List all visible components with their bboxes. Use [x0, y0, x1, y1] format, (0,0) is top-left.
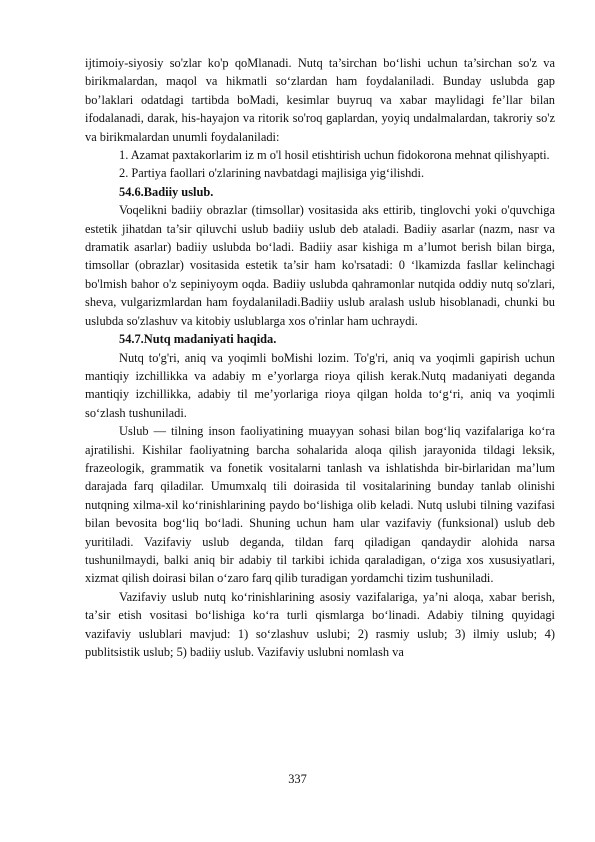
paragraph-vazifaviy-uslub: Vazifaviy uslub nutq ko‘rinishlarining asosiy vazifalariga, yaʼni aloqa, xabar berish, taʼsir etish vositasi bo‘lishiga ko‘ra turli qismlarga bo‘linadi. Adabiy tilning quyidagi vazifaviy uslublari mavjud: 1) so‘zlashuv uslubi; 2) rasmiy uslub; 3) ilmiy uslub; 4) publitsistik uslub; 5) badiiy uslub. Vazifaviy uslubni nomlash va — [85, 589, 555, 659]
section-heading-nutq-madaniyati: 54.7.Nutq madaniyati haqida. — [119, 332, 277, 347]
example-sentence-1: 1. Azamat paxtakorlarim iz m o'l hosil etishtirish uchun fidokorona mehnat qilishyapti. — [119, 148, 550, 163]
page-number: 337 — [288, 772, 307, 786]
page-body — [85, 54, 555, 661]
paragraph-badiiy-uslub: Voqelikni badiiy obrazlar (timsollar) vositasida aks ettirib, tinglovchi yoki o'quvchiga estetik jihatdan ta’sir qiluvchi uslub badiiy uslub deb ataladi. Badiiy asarlar (nazm, nasr va dramatik asarlar) badiiy uslubda bo‘ladi. Badiiy asar kishiga m a’lumot berish bilan birga, timsollar (obrazlar) vositasida estetik ta’sir ham ko'rsatadi: 0 ‘lkamizda fasllar kelinchagi bo'lmish bahor o'z sepiniyoym oqda. Badiiy uslubda qahramonlar nutqida oddiy nutq so'zlari, sheva, vulgarizmlardan ham foydalaniladi.Badiiy uslub aralash uslub hisoblanadi, chunki bu uslubda so'zlashuv va kitobiy uslublarga xos o'rinlar ham uchraydi. — [85, 203, 555, 328]
paragraph-intro: ijtimoiy-siyosiy so'zlar ko'p qoMlanadi. Nutq ta’sirchan bo‘lishi uchun ta’sirchan so'z va birikmalardan, maqol va hikmatli so‘zlardan ham foydalaniladi. Bunday uslubda gap bo’laklari odatdagi tartibda boMadi, kesimlar buyruq va xabar maylidagi fe’llar bilan ifodalanadi, darak, his-hayajon va ritorik so'roq gaplardan, yoyiq undalmalardan, takroriy so'z va birikmalardan unumli foydalaniladi: — [85, 56, 555, 144]
section-heading-badiiy-uslub: 54.6.Badiiy uslub. — [119, 184, 214, 199]
paragraph-uslub-definition: Uslub — tilning inson faoliyatining muayyan sohasi bilan bog‘liq vazifalariga ko‘ra ajratilishi. Kishilar faoliyatning barcha sohalarida aloqa qilish jarayonida tildagi leksik, frazeologik, grammatik va fonetik vositalarni tanlash va ishlatishda bir-birlaridan maʼlum darajada farq qiladilar. Umumxalq tili doirasida til vositalarining bunday tanlab olinishi nutqning xilma-xil ko‘rinishlarining paydo bo‘lishiga olib keladi. Nutq uslubi tilning vazifasi bilan bevosita bog‘liq bo‘ladi. Shuning uchun ham ular vazifaviy (funksional) uslub deb yuritiladi. Vazifaviy uslub deganda, tildan farq qiladigan qandaydir alohida narsa tushunilmaydi, balki aniq bir adabiy til tarkibi ichida qaraladigan, o‘ziga xos xususiyatlari, xizmat qilish doirasi bilan o‘zaro farq qilib turadigan yordamchi tizim tushuniladi. — [85, 424, 555, 586]
example-sentence-2: 2. Partiya faollari o'zlarining navbatdagi majlisiga yig‘ilishdi. — [119, 166, 425, 181]
paragraph-nutq-madaniyati: Nutq to'g'ri, aniq va yoqimli boMishi lozim. To'g'ri, aniq va yoqimli gapirish uchun mantiqiy izchillikka va adabiy m e’yorlarga rioya qilish kerak.Nutq madaniyati deganda mantiqiy izchillikka, adabiy til me’yorlariga rioya qilgan holda to‘g‘ri, aniq va yoqimli so‘zlash tushuniladi. — [85, 350, 555, 420]
